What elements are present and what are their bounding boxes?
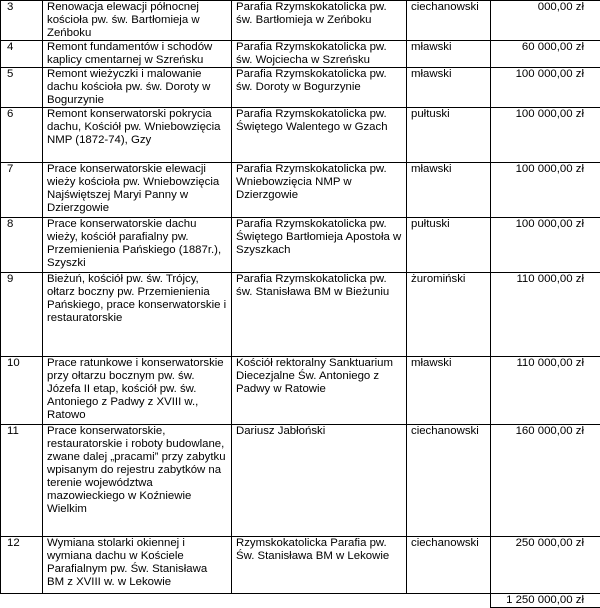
- table-row: [1, 537, 600, 594]
- table-row: [1, 68, 600, 108]
- cell-beneficiary: Parafia Rzymskokatolicka pw. św. Stanisława BM w Bieżuniu: [232, 273, 407, 357]
- table-row: [1, 163, 600, 218]
- total-spacer: [43, 594, 232, 608]
- cell-amount: 100 000,00 zł: [491, 163, 600, 218]
- cell-beneficiary: Parafia Rzymskokatolicka pw. św. Bartłomieja w Zeńboku: [232, 1, 407, 41]
- cell-county: mławski: [407, 357, 491, 425]
- total-spacer: [407, 594, 491, 608]
- cell-task: Prace konserwatorskie elewacji wieży kościoła pw. Wniebowzięcia Najświętszej Maryi Panny w Dzierzgowie: [43, 163, 232, 218]
- cell-number: 3: [1, 1, 43, 41]
- grants-table-body: [1, 1, 600, 608]
- total-spacer: [232, 594, 407, 608]
- cell-task: Prace ratunkowe i konserwatorskie przy ołtarzu bocznym pw. św. Józefa II etap, kościół pw. św. Antoniego z Padwy z XVIII w., Ratowo: [43, 357, 232, 425]
- cell-number: 4: [1, 41, 43, 68]
- cell-number: 9: [1, 273, 43, 357]
- cell-number: 6: [1, 108, 43, 163]
- cell-beneficiary: Parafia Rzymskokatolicka pw. Wniebowzięcia NMP w Dzierzgowie: [232, 163, 407, 218]
- cell-beneficiary: Parafia Rzymskokatolicka pw. Świętego Walentego w Gzach: [232, 108, 407, 163]
- cell-task: Prace konserwatorskie, restauratorskie i roboty budowlane, zwane dalej „pracami” przy zabytku wpisanym do rejestru zabytków na terenie województwa mazowieckiego w Koźniewie Wielkim: [43, 425, 232, 537]
- cell-task: Renowacja elewacji północnej kościoła pw. św. Bartłomieja w Zeńboku: [43, 1, 232, 41]
- table-row: [1, 41, 600, 68]
- cell-county: pułtuski: [407, 218, 491, 273]
- cell-county: ciechanowski: [407, 1, 491, 41]
- cell-county: ciechanowski: [407, 537, 491, 594]
- cell-amount: 000,00 zł: [491, 1, 600, 41]
- cell-amount: 100 000,00 zł: [491, 218, 600, 273]
- total-spacer: [1, 594, 43, 608]
- cell-task: Wymiana stolarki okiennej i wymiana dachu w Kościele Parafialnym pw. Św. Stanisława BM z XVIII w. w Lekowie: [43, 537, 232, 594]
- table-row: [1, 1, 600, 41]
- cell-task: Remont konserwatorski pokrycia dachu, Kościół pw. Wniebowzięcia NMP (1872-74), Gzy: [43, 108, 232, 163]
- cell-number: 10: [1, 357, 43, 425]
- table-row: [1, 273, 600, 357]
- cell-beneficiary: Rzymskokatolicka Parafia pw. Św. Stanisława BM w Lekowie: [232, 537, 407, 594]
- total-row: [1, 594, 600, 608]
- cell-beneficiary: Dariusz Jabłoński: [232, 425, 407, 537]
- cell-county: pułtuski: [407, 108, 491, 163]
- total-amount: 1 250 000,00 zł: [491, 594, 600, 608]
- cell-number: 12: [1, 537, 43, 594]
- cell-amount: 60 000,00 zł: [491, 41, 600, 68]
- cell-task: Remont wieżyczki i malowanie dachu kościoła pw. św. Doroty w Bogurzynie: [43, 68, 232, 108]
- cell-number: 11: [1, 425, 43, 537]
- cell-beneficiary: Kościół rektoralny Sanktuarium Diecezjalne Św. Antoniego z Padwy w Ratowie: [232, 357, 407, 425]
- cell-county: żuromiński: [407, 273, 491, 357]
- cell-amount: 250 000,00 zł: [491, 537, 600, 594]
- table-row: [1, 108, 600, 163]
- table-row: [1, 357, 600, 425]
- cell-number: 8: [1, 218, 43, 273]
- cell-beneficiary: Parafia Rzymskokatolicka pw. św. Doroty w Bogurzynie: [232, 68, 407, 108]
- table-row: [1, 218, 600, 273]
- cell-number: 5: [1, 68, 43, 108]
- cell-beneficiary: Parafia Rzymskokatolicka pw. Świętego Bartłomieja Apostoła w Szyszkach: [232, 218, 407, 273]
- cell-task: Prace konserwatorskie dachu wieży, kościół parafialny pw. Przemienienia Pańskiego (1887r.), Szyszki: [43, 218, 232, 273]
- cell-amount: 100 000,00 zł: [491, 108, 600, 163]
- cell-county: mławski: [407, 68, 491, 108]
- cell-amount: 100 000,00 zł: [491, 68, 600, 108]
- cell-county: ciechanowski: [407, 425, 491, 537]
- cell-amount: 110 000,00 zł: [491, 357, 600, 425]
- cell-task: Bieżuń, kościół pw. św. Trójcy, ołtarz boczny pw. Przemienienia Pańskiego, prace konserwatorskie i restauratorskie: [43, 273, 232, 357]
- cell-amount: 160 000,00 zł: [491, 425, 600, 537]
- table-row: [1, 425, 600, 537]
- cell-county: mławski: [407, 163, 491, 218]
- cell-beneficiary: Parafia Rzymskokatolicka pw. św. Wojciecha w Szreńsku: [232, 41, 407, 68]
- cell-county: mławski: [407, 41, 491, 68]
- cell-amount: 110 000,00 zł: [491, 273, 600, 357]
- cell-task: Remont fundamentów i schodów kaplicy cmentarnej w Szreńsku: [43, 41, 232, 68]
- cell-number: 7: [1, 163, 43, 218]
